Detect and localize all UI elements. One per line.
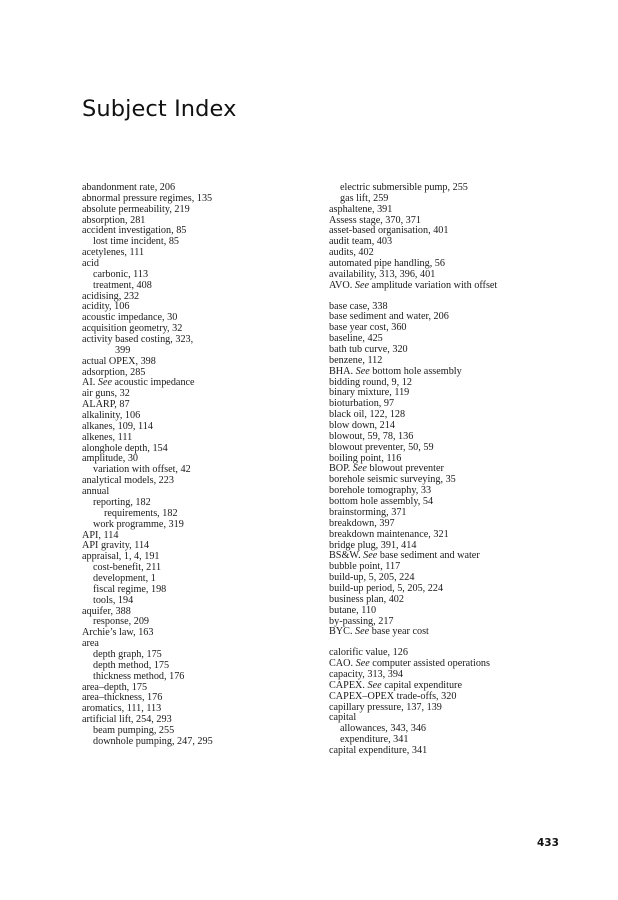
index-term: 399 [115, 344, 131, 356]
index-term: depth method, 175 [93, 659, 170, 671]
index-term: blowout, 59, 78, 136 [329, 430, 414, 442]
index-term: by-passing, 217 [329, 615, 394, 627]
index-term: bioturbation, 97 [329, 398, 395, 410]
index-term: gas lift, 259 [340, 192, 389, 204]
index-term: analytical models, 223 [82, 475, 174, 487]
index-term: area [82, 638, 99, 650]
index-term: fiscal regime, 198 [93, 583, 167, 595]
index-term: carbonic, 113 [93, 268, 149, 280]
index-entry [329, 627, 559, 638]
index-term: air guns, 32 [82, 388, 130, 400]
index-term: automated pipe handling, 56 [329, 258, 445, 270]
index-term: annual [82, 486, 110, 498]
index-entry [329, 746, 559, 757]
index-term: appraisal, 1, 4, 191 [82, 551, 160, 563]
index-term: black oil, 122, 128 [329, 409, 406, 421]
index-term: capital expenditure, 341 [329, 744, 428, 756]
index-term: alkanes, 109, 114 [82, 420, 153, 432]
index-term: beam pumping, 255 [93, 724, 175, 736]
index-term: accident investigation, 85 [82, 225, 187, 237]
index-term: base case, 338 [329, 300, 388, 312]
index-term: build-up, 5, 205, 224 [329, 572, 415, 584]
index-term: ALARP, 87 [82, 399, 130, 411]
index-entry [329, 281, 559, 292]
index-column-right [329, 183, 559, 757]
see-reference-label: See [355, 365, 370, 377]
see-reference-target: amplitude variation with offset [371, 279, 498, 291]
index-term: CAO. [329, 658, 354, 670]
index-term: BHA. [329, 365, 354, 377]
index-term: alkenes, 111 [82, 431, 133, 443]
index-term: expenditure, 341 [340, 734, 409, 746]
index-term: acquisition geometry, 32 [82, 323, 183, 335]
index-term: audits, 402 [329, 247, 374, 259]
index-term: build-up period, 5, 205, 224 [329, 582, 444, 594]
index-term: depth graph, 175 [93, 648, 162, 660]
see-reference-target: base year cost [371, 626, 429, 638]
see-reference-target: acoustic impedance [114, 377, 195, 389]
index-term: breakdown, 397 [329, 517, 395, 529]
index-term: CAPEX. [329, 679, 365, 691]
index-term: downhole pumping, 247, 295 [93, 735, 213, 747]
index-term: adsorption, 285 [82, 366, 146, 378]
index-term: allowances, 343, 346 [340, 723, 427, 735]
index-term: alkalinity, 106 [82, 410, 141, 422]
index-term: binary mixture, 119 [329, 387, 410, 399]
index-term: response, 209 [93, 616, 150, 628]
index-term: acid [82, 258, 99, 270]
index-term: capital [329, 712, 357, 724]
index-term: lost time incident, 85 [93, 236, 180, 248]
index-term: bath tub curve, 320 [329, 344, 408, 356]
index-term: availability, 313, 396, 401 [329, 268, 436, 280]
index-term: bridge plug, 391, 414 [329, 539, 417, 551]
index-term: business plan, 402 [329, 593, 404, 605]
index-term: API, 114 [82, 529, 119, 541]
index-term: development, 1 [93, 572, 156, 584]
index-term: base year cost, 360 [329, 322, 407, 334]
index-term: audit team, 403 [329, 236, 393, 248]
see-reference-label: See [355, 626, 370, 638]
page-number: 433 [537, 837, 559, 849]
see-reference-label: See [352, 463, 367, 475]
index-term: breakdown maintenance, 321 [329, 528, 449, 540]
index-term: AI. [82, 377, 96, 389]
see-reference-target: base sediment and water [379, 550, 480, 562]
index-term: work programme, 319 [93, 518, 184, 530]
index-term: aromatics, 111, 113 [82, 703, 162, 715]
index-term: brainstorming, 371 [329, 506, 407, 518]
index-term: baseline, 425 [329, 333, 383, 345]
index-term: requirements, 182 [104, 507, 178, 519]
index-term: acoustic impedance, 30 [82, 312, 178, 324]
index-term: boiling point, 116 [329, 452, 402, 464]
index-entry [329, 703, 559, 714]
index-term: borehole tomography, 33 [329, 485, 432, 497]
index-entry [82, 628, 312, 639]
index-term: butane, 110 [329, 604, 377, 616]
index-term: abandonment rate, 206 [82, 182, 176, 193]
index-term: asphaltene, 391 [329, 203, 393, 215]
index-term: blow down, 214 [329, 420, 395, 432]
index-term: capacity, 313, 394 [329, 668, 404, 680]
see-reference-label: See [363, 550, 378, 562]
index-term: bottom hole assembly, 54 [329, 496, 434, 508]
index-term: absolute permeability, 219 [82, 203, 190, 215]
index-term: thickness method, 176 [93, 670, 185, 682]
index-term: base sediment and water, 206 [329, 311, 449, 323]
index-term: benzene, 112 [329, 354, 383, 366]
index-term: API gravity, 114 [82, 540, 150, 552]
index-term: absorption, 281 [82, 214, 146, 226]
see-reference-label: See [355, 658, 370, 670]
index-subentry [82, 737, 312, 748]
index-entry [82, 476, 312, 487]
index-term: abnormal pressure regimes, 135 [82, 192, 213, 204]
index-term: area–thickness, 176 [82, 692, 163, 704]
index-term: borehole seismic surveying, 35 [329, 474, 456, 486]
see-reference-label: See [354, 279, 369, 291]
see-reference-target: capital expenditure [384, 679, 462, 691]
index-term: Assess stage, 370, 371 [329, 214, 421, 226]
index-term: reporting, 182 [93, 496, 151, 508]
see-reference-target: blowout preventer [369, 463, 444, 475]
index-term: Archie’s law, 163 [82, 627, 154, 639]
index-term: AVO. [329, 279, 353, 291]
index-term: acidity, 106 [82, 301, 130, 313]
index-term: artificial lift, 254, 293 [82, 714, 172, 726]
index-term: calorific value, 126 [329, 647, 408, 659]
index-term: capillary pressure, 137, 139 [329, 701, 442, 713]
see-reference-target: computer assisted operations [372, 658, 490, 670]
index-term: variation with offset, 42 [93, 464, 191, 476]
index-term: BS&W. [329, 550, 361, 562]
index-term: blowout preventer, 50, 59 [329, 441, 434, 453]
index-term: treatment, 408 [93, 279, 152, 291]
index-term: area–depth, 175 [82, 681, 148, 693]
index-term: BOP. [329, 463, 351, 475]
index-term: CAPEX–OPEX trade-offs, 320 [329, 690, 457, 702]
index-term: bubble point, 117 [329, 561, 401, 573]
see-reference-label: See [367, 679, 382, 691]
index-term: amplitude, 30 [82, 453, 139, 465]
index-term: electric submersible pump, 255 [340, 182, 468, 193]
index-column-left [82, 183, 312, 748]
index-term: alonghole depth, 154 [82, 442, 168, 454]
index-term: activity based costing, 323, [82, 334, 194, 346]
index-term: acetylenes, 111 [82, 247, 145, 259]
index-term: aquifer, 388 [82, 605, 131, 617]
index-term: asset-based organisation, 401 [329, 225, 449, 237]
see-reference-target: bottom hole assembly [372, 365, 462, 377]
index-term: BYC. [329, 626, 353, 638]
see-reference-label: See [97, 377, 112, 389]
index-term: actual OPEX, 398 [82, 355, 156, 367]
page-title: Subject Index [82, 96, 237, 122]
index-term: tools, 194 [93, 594, 134, 606]
index-term: acidising, 232 [82, 290, 140, 302]
index-entry [82, 248, 312, 259]
index-term: bidding round, 9, 12 [329, 376, 412, 388]
index-term: cost-benefit, 211 [93, 562, 162, 574]
